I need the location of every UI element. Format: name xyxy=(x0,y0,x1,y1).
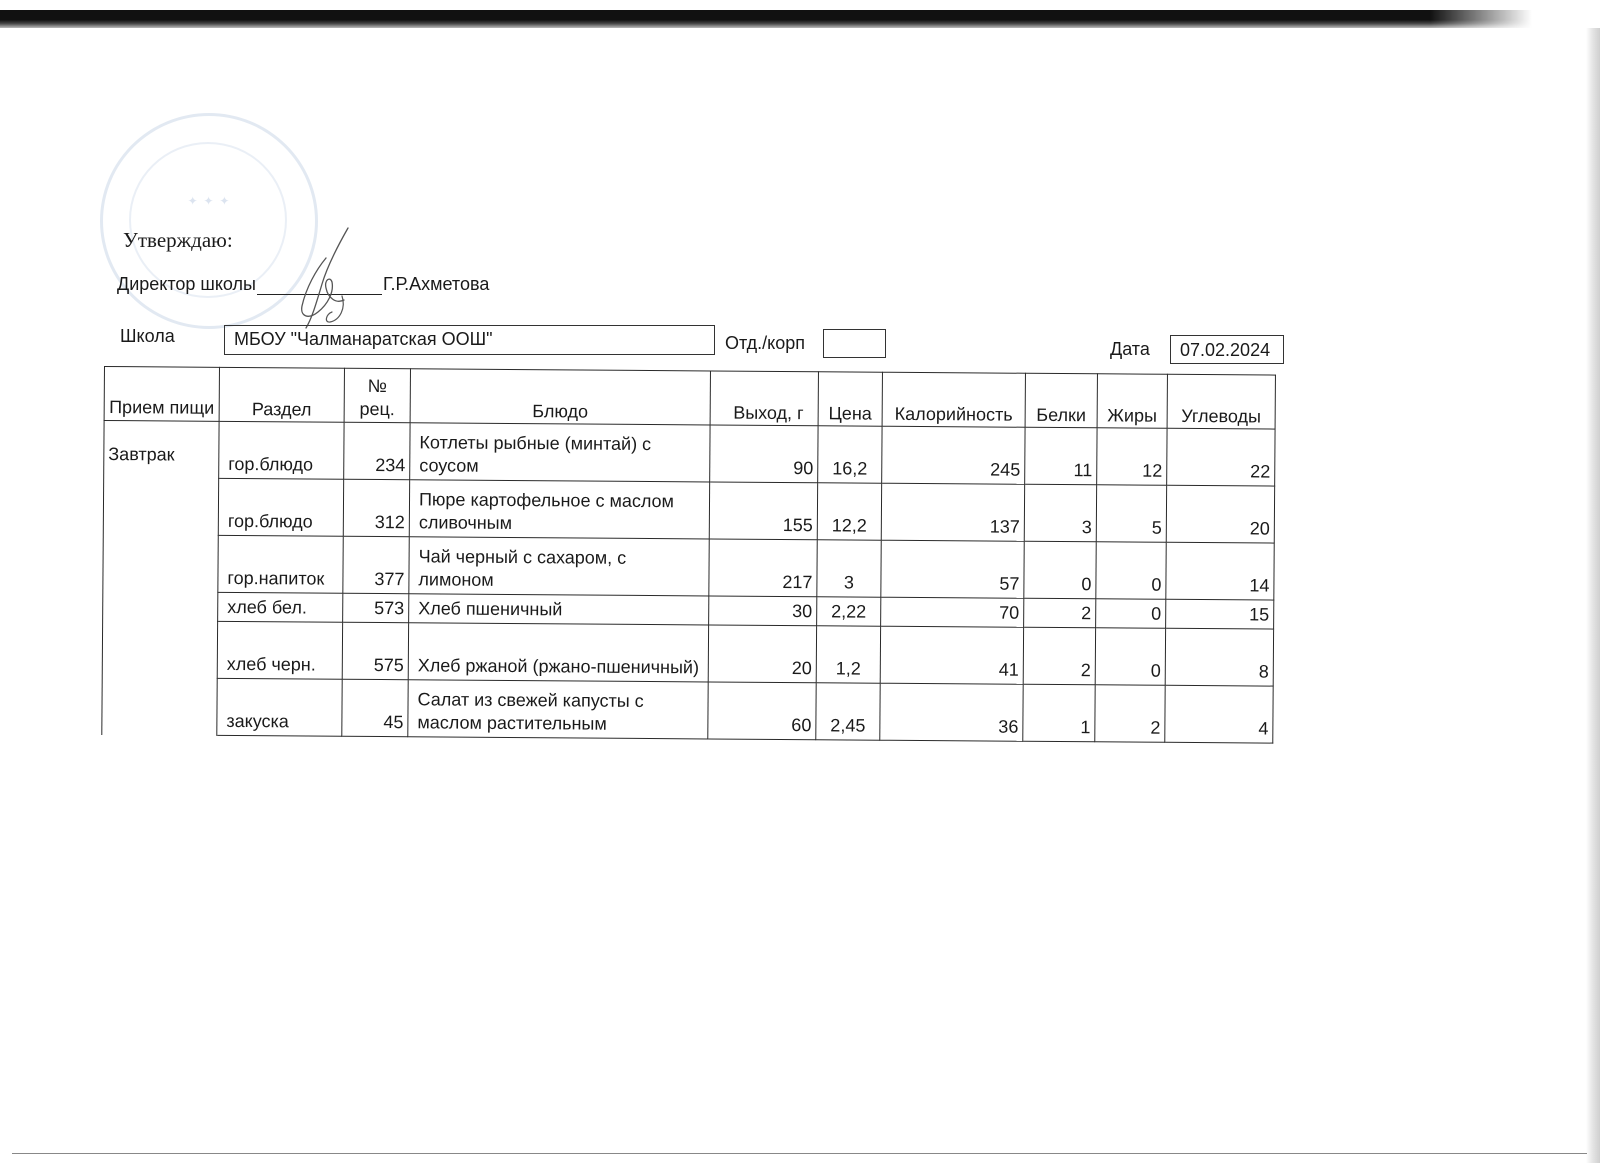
dish-cell: Котлеты рыбные (минтай) с соусом xyxy=(410,423,710,482)
weight-cell: 155 xyxy=(709,482,817,540)
dish-cell: Пюре картофельное с маслом сливочным xyxy=(409,480,709,539)
section-cell: гор.блюдо xyxy=(218,478,343,536)
school-name-field: МБОУ "Чалманаратская ООШ" xyxy=(224,325,715,355)
director-name: Г.Р.Ахметова xyxy=(382,274,490,294)
date-label: Дата xyxy=(1110,339,1150,359)
protein-cell: 2 xyxy=(1023,627,1095,685)
fat-cell: 5 xyxy=(1096,485,1166,543)
header-calories: Калорийность xyxy=(882,372,1025,427)
dish-cell: Хлеб пшеничный xyxy=(409,594,709,625)
protein-cell: 3 xyxy=(1024,484,1096,542)
recipe-cell: 234 xyxy=(344,422,410,479)
carbs-cell: 4 xyxy=(1165,685,1273,743)
scan-top-fade xyxy=(1430,8,1600,34)
date-field: 07.02.2024 xyxy=(1170,335,1284,364)
weight-cell: 217 xyxy=(709,539,817,597)
header-carbs: Углеводы xyxy=(1167,374,1275,429)
department-label: Отд./корп xyxy=(725,333,805,353)
section-cell: хлеб бел. xyxy=(218,592,343,622)
dish-cell: Салат из свежей капусты с маслом растительным xyxy=(408,680,708,739)
table-header-row xyxy=(104,367,1275,430)
dish-cell: Хлеб ржаной (ржано-пшеничный) xyxy=(408,623,708,682)
approval-title: Утверждаю: xyxy=(123,228,233,252)
price-cell: 2,22 xyxy=(817,597,881,626)
header-price: Цена xyxy=(818,372,882,426)
school-label: Школа xyxy=(120,326,175,346)
scan-right-edge xyxy=(1586,28,1600,1163)
weight-cell: 60 xyxy=(708,682,816,740)
carbs-cell: 20 xyxy=(1166,485,1274,543)
fat-cell: 0 xyxy=(1096,542,1166,600)
calories-cell: 41 xyxy=(880,626,1023,684)
header-protein: Белки xyxy=(1025,373,1097,428)
price-cell: 1,2 xyxy=(816,626,880,683)
recipe-cell: 573 xyxy=(343,593,409,622)
carbs-cell: 8 xyxy=(1165,628,1273,686)
table-row xyxy=(102,620,1273,686)
header-recipe: № рец. xyxy=(344,368,410,422)
header-fat: Жиры xyxy=(1097,374,1167,429)
header-weight: Выход, г xyxy=(710,371,818,426)
price-cell: 3 xyxy=(817,540,881,597)
calories-cell: 245 xyxy=(882,426,1025,484)
scan-top-border xyxy=(0,10,1600,28)
fat-cell: 12 xyxy=(1097,428,1167,486)
calories-cell: 57 xyxy=(881,540,1024,598)
fat-cell: 0 xyxy=(1095,628,1165,686)
weight-cell: 30 xyxy=(709,596,817,626)
director-signature xyxy=(282,222,362,334)
section-cell: хлеб черн. xyxy=(217,621,342,679)
recipe-cell: 575 xyxy=(342,622,408,679)
department-field xyxy=(823,329,886,358)
dish-cell: Чай черный с сахаром, с лимоном xyxy=(409,537,709,596)
protein-cell: 2 xyxy=(1024,598,1096,628)
price-cell: 2,45 xyxy=(816,683,880,740)
weight-cell: 90 xyxy=(710,425,818,483)
calories-cell: 137 xyxy=(881,483,1024,541)
header-meal: Прием пищи xyxy=(104,367,219,422)
meal-cell: Завтрак xyxy=(102,421,219,736)
header-section: Раздел xyxy=(219,367,344,422)
section-cell: гор.блюдо xyxy=(219,421,344,479)
protein-cell: 1 xyxy=(1023,684,1095,742)
table-row xyxy=(102,677,1273,743)
table-row xyxy=(103,478,1274,544)
school-stamp-text: ✦ ✦ ✦ xyxy=(187,194,231,208)
section-cell: закуска xyxy=(217,678,342,736)
recipe-cell: 312 xyxy=(343,479,409,536)
scan-bottom-edge xyxy=(12,1153,1587,1154)
fat-cell: 0 xyxy=(1096,599,1166,629)
calories-cell: 70 xyxy=(881,597,1024,627)
weight-cell: 20 xyxy=(708,625,816,683)
director-label: Директор школы xyxy=(117,274,256,294)
recipe-cell: 45 xyxy=(342,679,408,736)
fat-cell: 2 xyxy=(1095,685,1165,743)
carbs-cell: 22 xyxy=(1167,428,1275,486)
table-row xyxy=(103,534,1274,600)
menu-table xyxy=(101,366,1276,744)
recipe-cell: 377 xyxy=(343,536,409,593)
calories-cell: 36 xyxy=(880,683,1023,741)
carbs-cell: 14 xyxy=(1166,542,1274,600)
header-dish: Блюдо xyxy=(410,369,710,425)
protein-cell: 11 xyxy=(1025,427,1097,485)
price-cell: 16,2 xyxy=(818,426,882,483)
table-row xyxy=(104,421,1275,487)
carbs-cell: 15 xyxy=(1166,599,1274,629)
protein-cell: 0 xyxy=(1024,541,1096,599)
price-cell: 12,2 xyxy=(817,483,881,540)
section-cell: гор.напиток xyxy=(218,535,343,593)
